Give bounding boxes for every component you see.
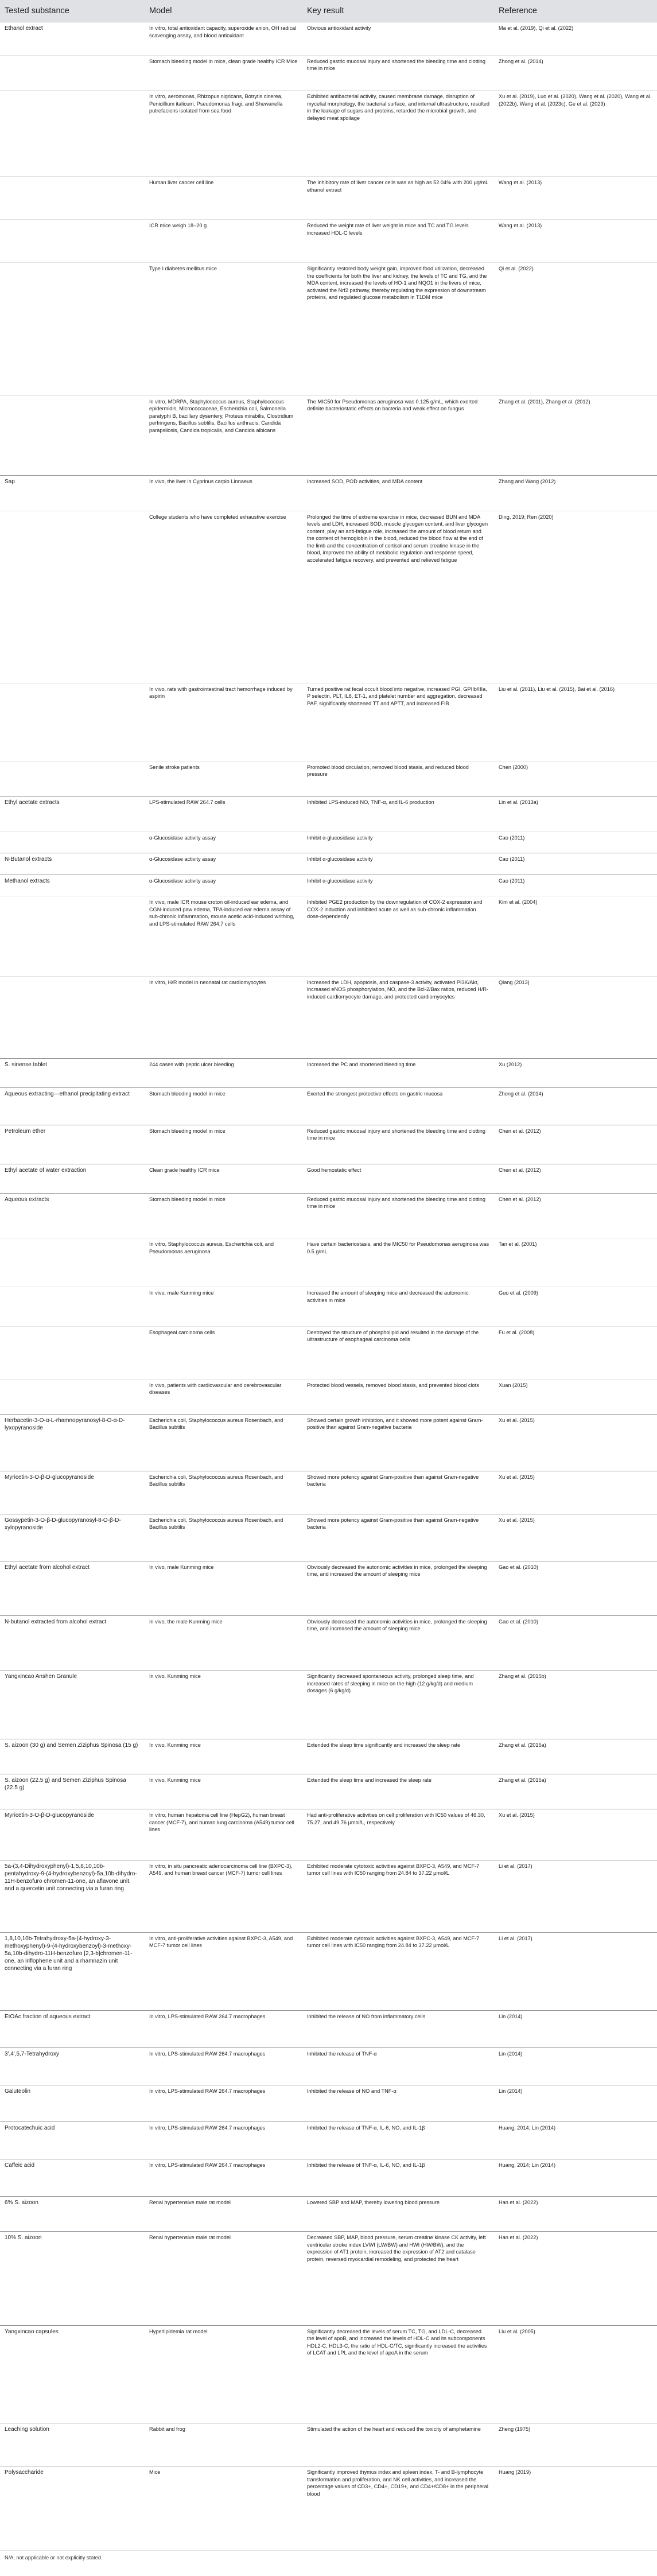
- cell-model: In vitro, LPS-stimulated RAW 264.7 macrophages: [145, 2085, 302, 2122]
- table-row: [0, 853, 657, 875]
- table-row: [0, 1471, 657, 1514]
- cell-reference: Zhong et al. (2014): [494, 55, 657, 90]
- cell-reference: Huang, 2014; Lin (2014): [494, 2159, 657, 2197]
- cell-tested-substance: [0, 896, 145, 977]
- cell-model: Hyperlipidemia rat model: [145, 2325, 302, 2423]
- cell-tested-substance: [0, 395, 145, 476]
- cell-tested-substance: Protocatechuic acid: [0, 2122, 145, 2159]
- cell-key-result: The inhibitory rate of liver cancer cells was as high as 52.04% with 200 μg/mL ethanol extract: [302, 177, 494, 220]
- cell-reference: Xuan (2015): [494, 1379, 657, 1414]
- cell-reference: Cao (2011): [494, 875, 657, 896]
- cell-reference: Xu et al. (2019), Luo et al. (2020), Wang et al. (2020), Wang et al. (2022b), Wang et al. (2023c), Ge et al. (2023): [494, 91, 657, 177]
- table-row: [0, 2047, 657, 2085]
- cell-key-result: Obviously decreased the autonomic activities in mice, prolonged the sleeping time, and increased the amount of sleeping mice: [302, 1615, 494, 1670]
- cell-model: α-Glucosidase activity assay: [145, 853, 302, 875]
- table-row: [0, 2325, 657, 2423]
- table-row: [0, 220, 657, 263]
- cell-key-result: Have certain bacteriostasis, and the MIC50 for Pseudomonas aeruginosa was 0.5 g/mL: [302, 1238, 494, 1287]
- table-row: [0, 2085, 657, 2122]
- cell-key-result: Reduced gastric mucosal injury and shortened the bleeding time and clotting time in mice: [302, 1125, 494, 1164]
- cell-reference: Chen et al. (2012): [494, 1164, 657, 1193]
- cell-tested-substance: [0, 1287, 145, 1326]
- cell-reference: Xu (2012): [494, 1058, 657, 1087]
- table-row: [0, 1087, 657, 1125]
- cell-reference: Zhang et al. (2011), Zhang et al. (2012): [494, 395, 657, 476]
- cell-model: College students who have completed exhaustive exercise: [145, 511, 302, 683]
- cell-model: In vivo, Kunming mice: [145, 1739, 302, 1774]
- cell-reference: Lin (2014): [494, 2011, 657, 2048]
- table-row: [0, 896, 657, 977]
- table-row: [0, 832, 657, 853]
- cell-model: Clean grade healthy ICR mice: [145, 1164, 302, 1193]
- cell-tested-substance: [0, 91, 145, 177]
- cell-model: Rabbit and frog: [145, 2423, 302, 2466]
- table-row: [0, 1164, 657, 1193]
- cell-key-result: Inhibited the release of TNF-α, IL-6, NO, and IL-1β: [302, 2122, 494, 2159]
- table-row: [0, 1193, 657, 1238]
- cell-tested-substance: [0, 177, 145, 220]
- cell-model: Esophageal carcinoma cells: [145, 1326, 302, 1379]
- table-row: [0, 2159, 657, 2197]
- cell-key-result: Turned positive rat fecal occult blood into negative, increased PGI, GPIIb/IIIa, P selectin, PLT, IL8, ET-1, and platelet number and aggregation, decreased PAF, significantly shortened TT and APTT, and increased FIB: [302, 683, 494, 761]
- table-row: [0, 2122, 657, 2159]
- cell-model: Renal hypertensive male rat model: [145, 2196, 302, 2231]
- cell-key-result: Obviously decreased the autonomic activities in mice, prolonged the sleeping time, and increased the amount of sleeping mice: [302, 1561, 494, 1615]
- table-row: [0, 1238, 657, 1287]
- table-row: [0, 2423, 657, 2466]
- table-row: [0, 1670, 657, 1739]
- header-model: Model: [145, 0, 302, 22]
- cell-reference: Lin (2014): [494, 2047, 657, 2085]
- cell-model: In vitro, H/R model in neonatal rat cardiomyocytes: [145, 976, 302, 1058]
- cell-reference: Zhang et al. (2015a): [494, 1774, 657, 1809]
- cell-key-result: Prolonged the time of extreme exercise in mice, decreased BUN and MDA levels and LDH, increased SOD, muscle glycogen content, and liver glycogen content, play an anti-fatigue role, increased the amount of blood return and the content of hemoglobin in the blood, reduced the blood flow at the end of the limb and the concentration of cortisol and serum creatine kinase in the blood, improved the ability of metabolic regulation and response speed, accelerated fatigue recovery, and prevented and relieved fatigue: [302, 511, 494, 683]
- cell-model: In vitro, in situ pancreatic adenocarcinoma cell line (BXPC-3), A549, and human breast cancer (MCF-7) tumor cell lines: [145, 1860, 302, 1932]
- cell-key-result: Exhibited moderate cytotoxic activities against BXPC-3, A549, and MCF-7 tumor cell lines with IC50 ranging from 24.84 to 37.22 μmol/L: [302, 1860, 494, 1932]
- cell-tested-substance: Polysaccharide: [0, 2466, 145, 2551]
- cell-model: In vitro, LPS-stimulated RAW 264.7 macrophages: [145, 2159, 302, 2197]
- cell-model: In vitro, human hepatoma cell line (HepG2), human breast cancer (MCF-7), and human lung carcinoma (A549) tumor cell lines: [145, 1809, 302, 1860]
- cell-model: In vitro, LPS-stimulated RAW 264.7 macrophages: [145, 2047, 302, 2085]
- cell-model: ICR mice weigh 18–20 g: [145, 220, 302, 263]
- cell-reference: Cao (2011): [494, 853, 657, 875]
- cell-key-result: Destroyed the structure of phospholipid and resulted in the damage of the ultrastructure of esophageal carcinoma cells: [302, 1326, 494, 1379]
- cell-reference: Han et al. (2022): [494, 2196, 657, 2231]
- cell-key-result: Had anti-proliferative activities on cell proliferation with IC50 values of 46.30, 75.27, and 49.76 μmol/L, respectively: [302, 1809, 494, 1860]
- cell-reference: Chen et al. (2012): [494, 1193, 657, 1238]
- cell-key-result: Protected blood vessels, removed blood stasis, and prevented blood clots: [302, 1379, 494, 1414]
- cell-key-result: Showed more potency against Gram-positive than against Gram-negative bacteria: [302, 1514, 494, 1561]
- cell-tested-substance: Aqueous extracts: [0, 1193, 145, 1238]
- cell-reference: Fu et al. (2008): [494, 1326, 657, 1379]
- cell-key-result: Extended the sleep time significantly and increased the sleep rate: [302, 1739, 494, 1774]
- cell-model: In vitro, MDRPA, Staphylococcus aureus, Staphylococcus epidermidis, Micrococcaceae, Escherichia coli, Salmonella paratyphi B, bacillary dysentery, Proteus mirabilis, Clostridium perfringens, Bacillus subtilis, Bacillus anthracis, Candida parapsilosis, Candida tropicalis, and Candida albicans: [145, 395, 302, 476]
- table-row: [0, 1414, 657, 1471]
- header-tested-substance: Tested substance: [0, 0, 145, 22]
- cell-tested-substance: Methanol extracts: [0, 875, 145, 896]
- cell-reference: Cao (2011): [494, 832, 657, 853]
- cell-reference: Zhang et al. (2015a): [494, 1739, 657, 1774]
- cell-key-result: Lowered SBP and MAP, thereby lowering blood pressure: [302, 2196, 494, 2231]
- table-row: [0, 1379, 657, 1414]
- table-row: [0, 476, 657, 511]
- table-row: [0, 2196, 657, 2231]
- cell-model: LPS-stimulated RAW 264.7 cells: [145, 796, 302, 832]
- cell-tested-substance: Sap: [0, 476, 145, 511]
- cell-reference: Zhang and Wang (2012): [494, 476, 657, 511]
- cell-model: In vitro, LPS-stimulated RAW 264.7 macrophages: [145, 2011, 302, 2048]
- cell-model: Stomach bleeding model in mice: [145, 1125, 302, 1164]
- cell-model: Stomach bleeding model in mice: [145, 1193, 302, 1238]
- cell-model: In vivo, male Kunming mice: [145, 1561, 302, 1615]
- cell-model: α-Glucosidase activity assay: [145, 832, 302, 853]
- cell-key-result: Inhibit α-glucosidase activity: [302, 832, 494, 853]
- cell-key-result: Inhibited the release of TNF-α, IL-6, NO, and IL-1β: [302, 2159, 494, 2197]
- cell-model: Escherichia coli, Staphylococcus aureus Rosenbach, and Bacillus subtilis: [145, 1514, 302, 1561]
- cell-model: In vivo, male ICR mouse croton oil-induced ear edema, and CGN-induced paw edema, TPA-induced ear edema assay of sub-chronic inflammation, mouse acetic acid-induced writhing, and LPS-stimulated RAW 264.7 cells: [145, 896, 302, 977]
- cell-tested-substance: Ethyl acetate of water extraction: [0, 1164, 145, 1193]
- cell-tested-substance: Gossypetin-3-O-β-D-glucopyranosyl-8-O-β-D-xylopyranoside: [0, 1514, 145, 1561]
- header-key-result: Key result: [302, 0, 494, 22]
- table-header-row: [0, 0, 657, 22]
- table-row: [0, 683, 657, 761]
- cell-model: Type I diabetes mellitus mice: [145, 263, 302, 396]
- cell-tested-substance: Myricetin-3-O-β-D-glucopyranoside: [0, 1471, 145, 1514]
- cell-reference: Xu et al. (2015): [494, 1514, 657, 1561]
- cell-model: Stomach bleeding model in mice, clean grade healthy ICR Mice: [145, 55, 302, 90]
- cell-reference: Han et al. (2022): [494, 2232, 657, 2326]
- table-row: [0, 511, 657, 683]
- cell-key-result: Reduced the weight rate of liver weight in mice and TC and TG levels increased HDL-C levels: [302, 220, 494, 263]
- cell-reference: Xu et al. (2015): [494, 1809, 657, 1860]
- cell-key-result: Showed more potency against Gram-positive than against Gram-negative bacteria: [302, 1471, 494, 1514]
- cell-reference: Zhong et al. (2014): [494, 1087, 657, 1125]
- table-row: [0, 1125, 657, 1164]
- cell-tested-substance: Caffeic acid: [0, 2159, 145, 2197]
- cell-tested-substance: [0, 55, 145, 90]
- cell-model: In vitro, anti-proliferative activities against BXPC-3, A549, and MCF-7 tumor cell lines: [145, 1932, 302, 2010]
- cell-reference: Chen et al. (2012): [494, 1125, 657, 1164]
- table-row: [0, 796, 657, 832]
- cell-model: In vitro, LPS-stimulated RAW 264.7 macrophages: [145, 2122, 302, 2159]
- cell-tested-substance: [0, 263, 145, 396]
- cell-key-result: Promoted blood circulation, removed blood stasis, and reduced blood pressure: [302, 761, 494, 796]
- cell-reference: Guo et al. (2009): [494, 1287, 657, 1326]
- cell-tested-substance: [0, 976, 145, 1058]
- cell-model: α-Glucosidase activity assay: [145, 875, 302, 896]
- cell-reference: Wang et al. (2013): [494, 177, 657, 220]
- cell-key-result: Reduced gastric mucosal injury and shortened the bleeding time and clotting time in mice: [302, 55, 494, 90]
- cell-tested-substance: [0, 683, 145, 761]
- cell-key-result: Reduced gastric mucosal injury and shortened the bleeding time and clotting time in mice: [302, 1193, 494, 1238]
- cell-reference: Huang, 2014; Lin (2014): [494, 2122, 657, 2159]
- cell-tested-substance: Ethanol extract: [0, 22, 145, 56]
- cell-tested-substance: Yangxincao capsules: [0, 2325, 145, 2423]
- cell-tested-substance: 1,8,10,10b-Tetrahydroxy-5a-(4-hydroxy-3-methoxyphenyl)-9-(4-hydroxybenzoyl)-3-methoxy-5a,10b-dihydro-11H-benzofuro [2,3-b]chromen-11-one, an iriflophene unit and a rhamnazin unit connecting via a furan ring: [0, 1932, 145, 2010]
- table-row: [0, 1514, 657, 1561]
- cell-model: In vivo, patients with cardiovascular and cerebrovascular diseases: [145, 1379, 302, 1414]
- table-row: [0, 1058, 657, 1087]
- cell-model: Escherichia coli, Staphylococcus aureus Rosenbach, and Bacillus subtilis: [145, 1414, 302, 1471]
- cell-tested-substance: 3',4',5,7-Tetrahydroxy: [0, 2047, 145, 2085]
- cell-model: In vitro, aeromonas, Rhizopus nigricans, Botrytis cinerea, Penicillium italicum, Pseudomonas fragi, and Shewanella putrefaciens isolated from sea food: [145, 91, 302, 177]
- cell-tested-substance: S. aizoon (30 g) and Semen Ziziphus Spinosa (15 g): [0, 1739, 145, 1774]
- cell-key-result: Significantly decreased spontaneous activity, prolonged sleep time, and increased rates of sleeping in mice on the high (12 g/kg/d) and medium dosages (6 g/kg/d): [302, 1670, 494, 1739]
- cell-tested-substance: Ethyl acetate from alcohol extract: [0, 1561, 145, 1615]
- cell-key-result: Showed certain growth inhibition, and it showed more potent against Gram-positive than against Gram-negative bacteria: [302, 1414, 494, 1471]
- cell-key-result: Exerted the strongest protective effects on gastric mucosa: [302, 1087, 494, 1125]
- cell-model: Human liver cancer cell line: [145, 177, 302, 220]
- table-row: [0, 395, 657, 476]
- table-row: [0, 1561, 657, 1615]
- cell-key-result: Increased SOD, POD activities, and MDA content: [302, 476, 494, 511]
- cell-key-result: Increased the PC and shortened bleeding time: [302, 1058, 494, 1087]
- cell-reference: Lin (2014): [494, 2085, 657, 2122]
- table-body: [0, 22, 657, 2551]
- cell-model: Mice: [145, 2466, 302, 2551]
- cell-model: Renal hypertensive male rat model: [145, 2232, 302, 2326]
- table-row: [0, 875, 657, 896]
- cell-tested-substance: [0, 511, 145, 683]
- cell-key-result: Inhibited the release of NO and TNF-α: [302, 2085, 494, 2122]
- cell-tested-substance: Yangxincao Anshen Granule: [0, 1670, 145, 1739]
- cell-tested-substance: EtOAc fraction of aqueous extract: [0, 2011, 145, 2048]
- table-row: [0, 1326, 657, 1379]
- cell-reference: Chen (2000): [494, 761, 657, 796]
- table-row: [0, 2466, 657, 2551]
- table-row: [0, 2232, 657, 2326]
- cell-key-result: Inhibited the release of NO from inflammatory cells: [302, 2011, 494, 2048]
- table-row: [0, 1615, 657, 1670]
- cell-reference: Li et al. (2017): [494, 1932, 657, 2010]
- cell-tested-substance: Ethyl acetate extracts: [0, 796, 145, 832]
- cell-key-result: Increased the LDH, apoptosis, and caspase-3 activity, activated PI3K/Akt, increased eNOS phosphorylation, NO, and the Bcl-2/Bax ratios, reduced H/R-induced cardiomyocyte damage, and protected cardiomyocytes: [302, 976, 494, 1058]
- cell-key-result: Significantly decreased the levels of serum TC, TG, and LDL-C, decreased the level of apoB, and increased the levels of HDL-C and its subcomponents HDL2-C, HDL3-C, the ratio of HDL-C/TC, significantly increased the activities of LCAT and LPL and the level of apoA in the serum: [302, 2325, 494, 2423]
- cell-reference: Ma et al. (2019), Qi et al. (2022): [494, 22, 657, 56]
- cell-tested-substance: [0, 761, 145, 796]
- cell-tested-substance: Petroleum ether: [0, 1125, 145, 1164]
- cell-tested-substance: 5a-(3,4-Dihydroxyphenyl)-1,5,8,10,10b-pentahydroxy-9-(4-hydroxybenzoyl)-5a,10b-dihydro-11H-benzofuro chromen-11-one, an aflavone unit, and a quercetin unit connecting via a furan ring: [0, 1860, 145, 1932]
- cell-reference: Ding, 2019; Ren (2020): [494, 511, 657, 683]
- cell-tested-substance: [0, 1326, 145, 1379]
- cell-key-result: Increased the amount of sleeping mice and decreased the autonomic activities in mice: [302, 1287, 494, 1326]
- cell-model: In vivo, male Kunming mice: [145, 1287, 302, 1326]
- cell-tested-substance: [0, 220, 145, 263]
- table-row: [0, 91, 657, 177]
- table-row: [0, 1287, 657, 1326]
- table-row: [0, 1739, 657, 1774]
- cell-key-result: Significantly improved thymus index and spleen index, T- and B-lymphocyte transformation and proliferation, and NK cell activities, and increased the percentage values of CD3+, CD4+, CD19+, and CD4+/CD8+ in the peripheral blood: [302, 2466, 494, 2551]
- cell-model: In vivo, Kunming mice: [145, 1670, 302, 1739]
- cell-model: 244 cases with peptic ulcer bleeding: [145, 1058, 302, 1087]
- cell-model: In vitro, Staphylococcus aureus, Escherichia coli, and Pseudomonas aeruginosa: [145, 1238, 302, 1287]
- cell-tested-substance: 6% S. aizoon: [0, 2196, 145, 2231]
- cell-tested-substance: Leaching solution: [0, 2423, 145, 2466]
- cell-reference: Kim et al. (2004): [494, 896, 657, 977]
- cell-reference: Huang (2019): [494, 2466, 657, 2551]
- cell-key-result: Inhibited LPS-induced NO, TNF-α, and IL-6 production: [302, 796, 494, 832]
- cell-reference: Zhang et al. (2015b): [494, 1670, 657, 1739]
- cell-reference: Gao et al. (2010): [494, 1561, 657, 1615]
- table-row: [0, 976, 657, 1058]
- table-row: [0, 761, 657, 796]
- table-row: [0, 1774, 657, 1809]
- cell-model: Escherichia coli, Staphylococcus aureus Rosenbach, and Bacillus subtilis: [145, 1471, 302, 1514]
- cell-tested-substance: Myricetin-3-O-β-D-glucopyranoside: [0, 1809, 145, 1860]
- cell-tested-substance: [0, 1379, 145, 1414]
- cell-tested-substance: Galuteolin: [0, 2085, 145, 2122]
- table-row: [0, 177, 657, 220]
- table-footnote: N/A, not applicable or not explicitly stated.: [5, 2555, 103, 2561]
- cell-tested-substance: S. sinense tablet: [0, 1058, 145, 1087]
- cell-reference: Qi et al. (2022): [494, 263, 657, 396]
- table-row: [0, 1860, 657, 1932]
- cell-tested-substance: [0, 1238, 145, 1287]
- cell-key-result: Inhibited the release of TNF-α: [302, 2047, 494, 2085]
- cell-reference: Lin et al. (2013a): [494, 796, 657, 832]
- cell-tested-substance: Herbacetin-3-O-α-L-rhamnopyranosyl-8-O-α-D-lyxopyranoside: [0, 1414, 145, 1471]
- cell-reference: Xu et al. (2015): [494, 1414, 657, 1471]
- cell-key-result: Extended the sleep time and increased the sleep rate: [302, 1774, 494, 1809]
- cell-model: In vivo, the male Kunming mice: [145, 1615, 302, 1670]
- cell-reference: Zheng (1975): [494, 2423, 657, 2466]
- cell-reference: Xu et al. (2015): [494, 1471, 657, 1514]
- cell-reference: Qiang (2013): [494, 976, 657, 1058]
- cell-model: In vivo, rats with gastrointestinal tract hemorrhage induced by aspirin: [145, 683, 302, 761]
- table-row: [0, 1932, 657, 2010]
- cell-model: Stomach bleeding model in mice: [145, 1087, 302, 1125]
- cell-tested-substance: N-butanol extracted from alcohol extract: [0, 1615, 145, 1670]
- cell-reference: Liu et al. (2005): [494, 2325, 657, 2423]
- table-row: [0, 55, 657, 90]
- cell-reference: Wang et al. (2013): [494, 220, 657, 263]
- cell-model: In vivo, Kunming mice: [145, 1774, 302, 1809]
- cell-key-result: Decreased SBP, MAP, blood pressure, serum creatine kinase CK activity, left ventricular stroke index LVWI (LW/BW) and HWI (HW/BW), and the expression of AT1 protein, increased the expression of AT2 and catalase protein, reversed myocardial remodeling, and protected the heart: [302, 2232, 494, 2326]
- cell-reference: Gao et al. (2010): [494, 1615, 657, 1670]
- cell-tested-substance: 10% S. aizoon: [0, 2232, 145, 2326]
- cell-key-result: Good hemostatic effect: [302, 1164, 494, 1193]
- cell-key-result: Significantly restored body weight gain, improved food utilization, decreased the coefficients for both the liver and kidney, the levels of TC and TG, and the MDA content, increased the levels of HO-1 and NQO1 in the livers of mice, activated the Nrf2 pathway, thereby regulating the expression of downstream proteins, and regulated glucose metabolism in T1DM mice: [302, 263, 494, 396]
- cell-key-result: Exhibited antibacterial activity, caused membrane damage, disruption of mycelial morphology, the bacterial surface, and internal ultrastructure, resulted in the leakage of sugars and proteins, retarded the microbial growth, and delayed meat spoilage: [302, 91, 494, 177]
- cell-reference: Li et al. (2017): [494, 1860, 657, 1932]
- cell-key-result: Inhibited PGE2 production by the downregulation of COX-2 expression and COX-2 induction and inhibited acute as well as sub-chronic inflammation dose-dependently: [302, 896, 494, 977]
- cell-key-result: The MIC50 for Pseudomonas aeruginosa was 0.125 g/mL, which exerted definite bacteriostatic effects on bacteria and weak effect on fungus: [302, 395, 494, 476]
- cell-key-result: Inhibit α-glucosidase activity: [302, 853, 494, 875]
- cell-tested-substance: Aqueous extracting—ethanol precipitating extract: [0, 1087, 145, 1125]
- cell-model: In vitro, total antioxidant capacity, superoxide anion, OH radical scavenging assay, and blood antioxidant: [145, 22, 302, 56]
- cell-reference: Tan et al. (2001): [494, 1238, 657, 1287]
- cell-model: Senile stroke patients: [145, 761, 302, 796]
- table-row: [0, 1809, 657, 1860]
- cell-tested-substance: S. aizoon (22.5 g) and Semen Ziziphus Spinosa (22.5 g): [0, 1774, 145, 1809]
- table-row: [0, 263, 657, 396]
- cell-reference: Liu et al. (2011), Liu et al. (2015), Bai et al. (2016): [494, 683, 657, 761]
- cell-key-result: Obvious antioxidant activity: [302, 22, 494, 56]
- table-row: [0, 2011, 657, 2048]
- cell-tested-substance: N-Butanol extracts: [0, 853, 145, 875]
- cell-key-result: Stimulated the action of the heart and reduced the toxicity of amphetamine: [302, 2423, 494, 2466]
- cell-key-result: Exhibited moderate cytotoxic activities against BXPC-3, A549, and MCF-7 tumor cell lines with IC50 ranging from 24.84 to 37.22 μmol/L: [302, 1932, 494, 2010]
- cell-key-result: Inhibit α-glucosidase activity: [302, 875, 494, 896]
- header-reference: Reference: [494, 0, 657, 22]
- table-row: [0, 22, 657, 56]
- cell-tested-substance: [0, 832, 145, 853]
- cell-model: In vivo, the liver in Cyprinus carpio Linnaeus: [145, 476, 302, 511]
